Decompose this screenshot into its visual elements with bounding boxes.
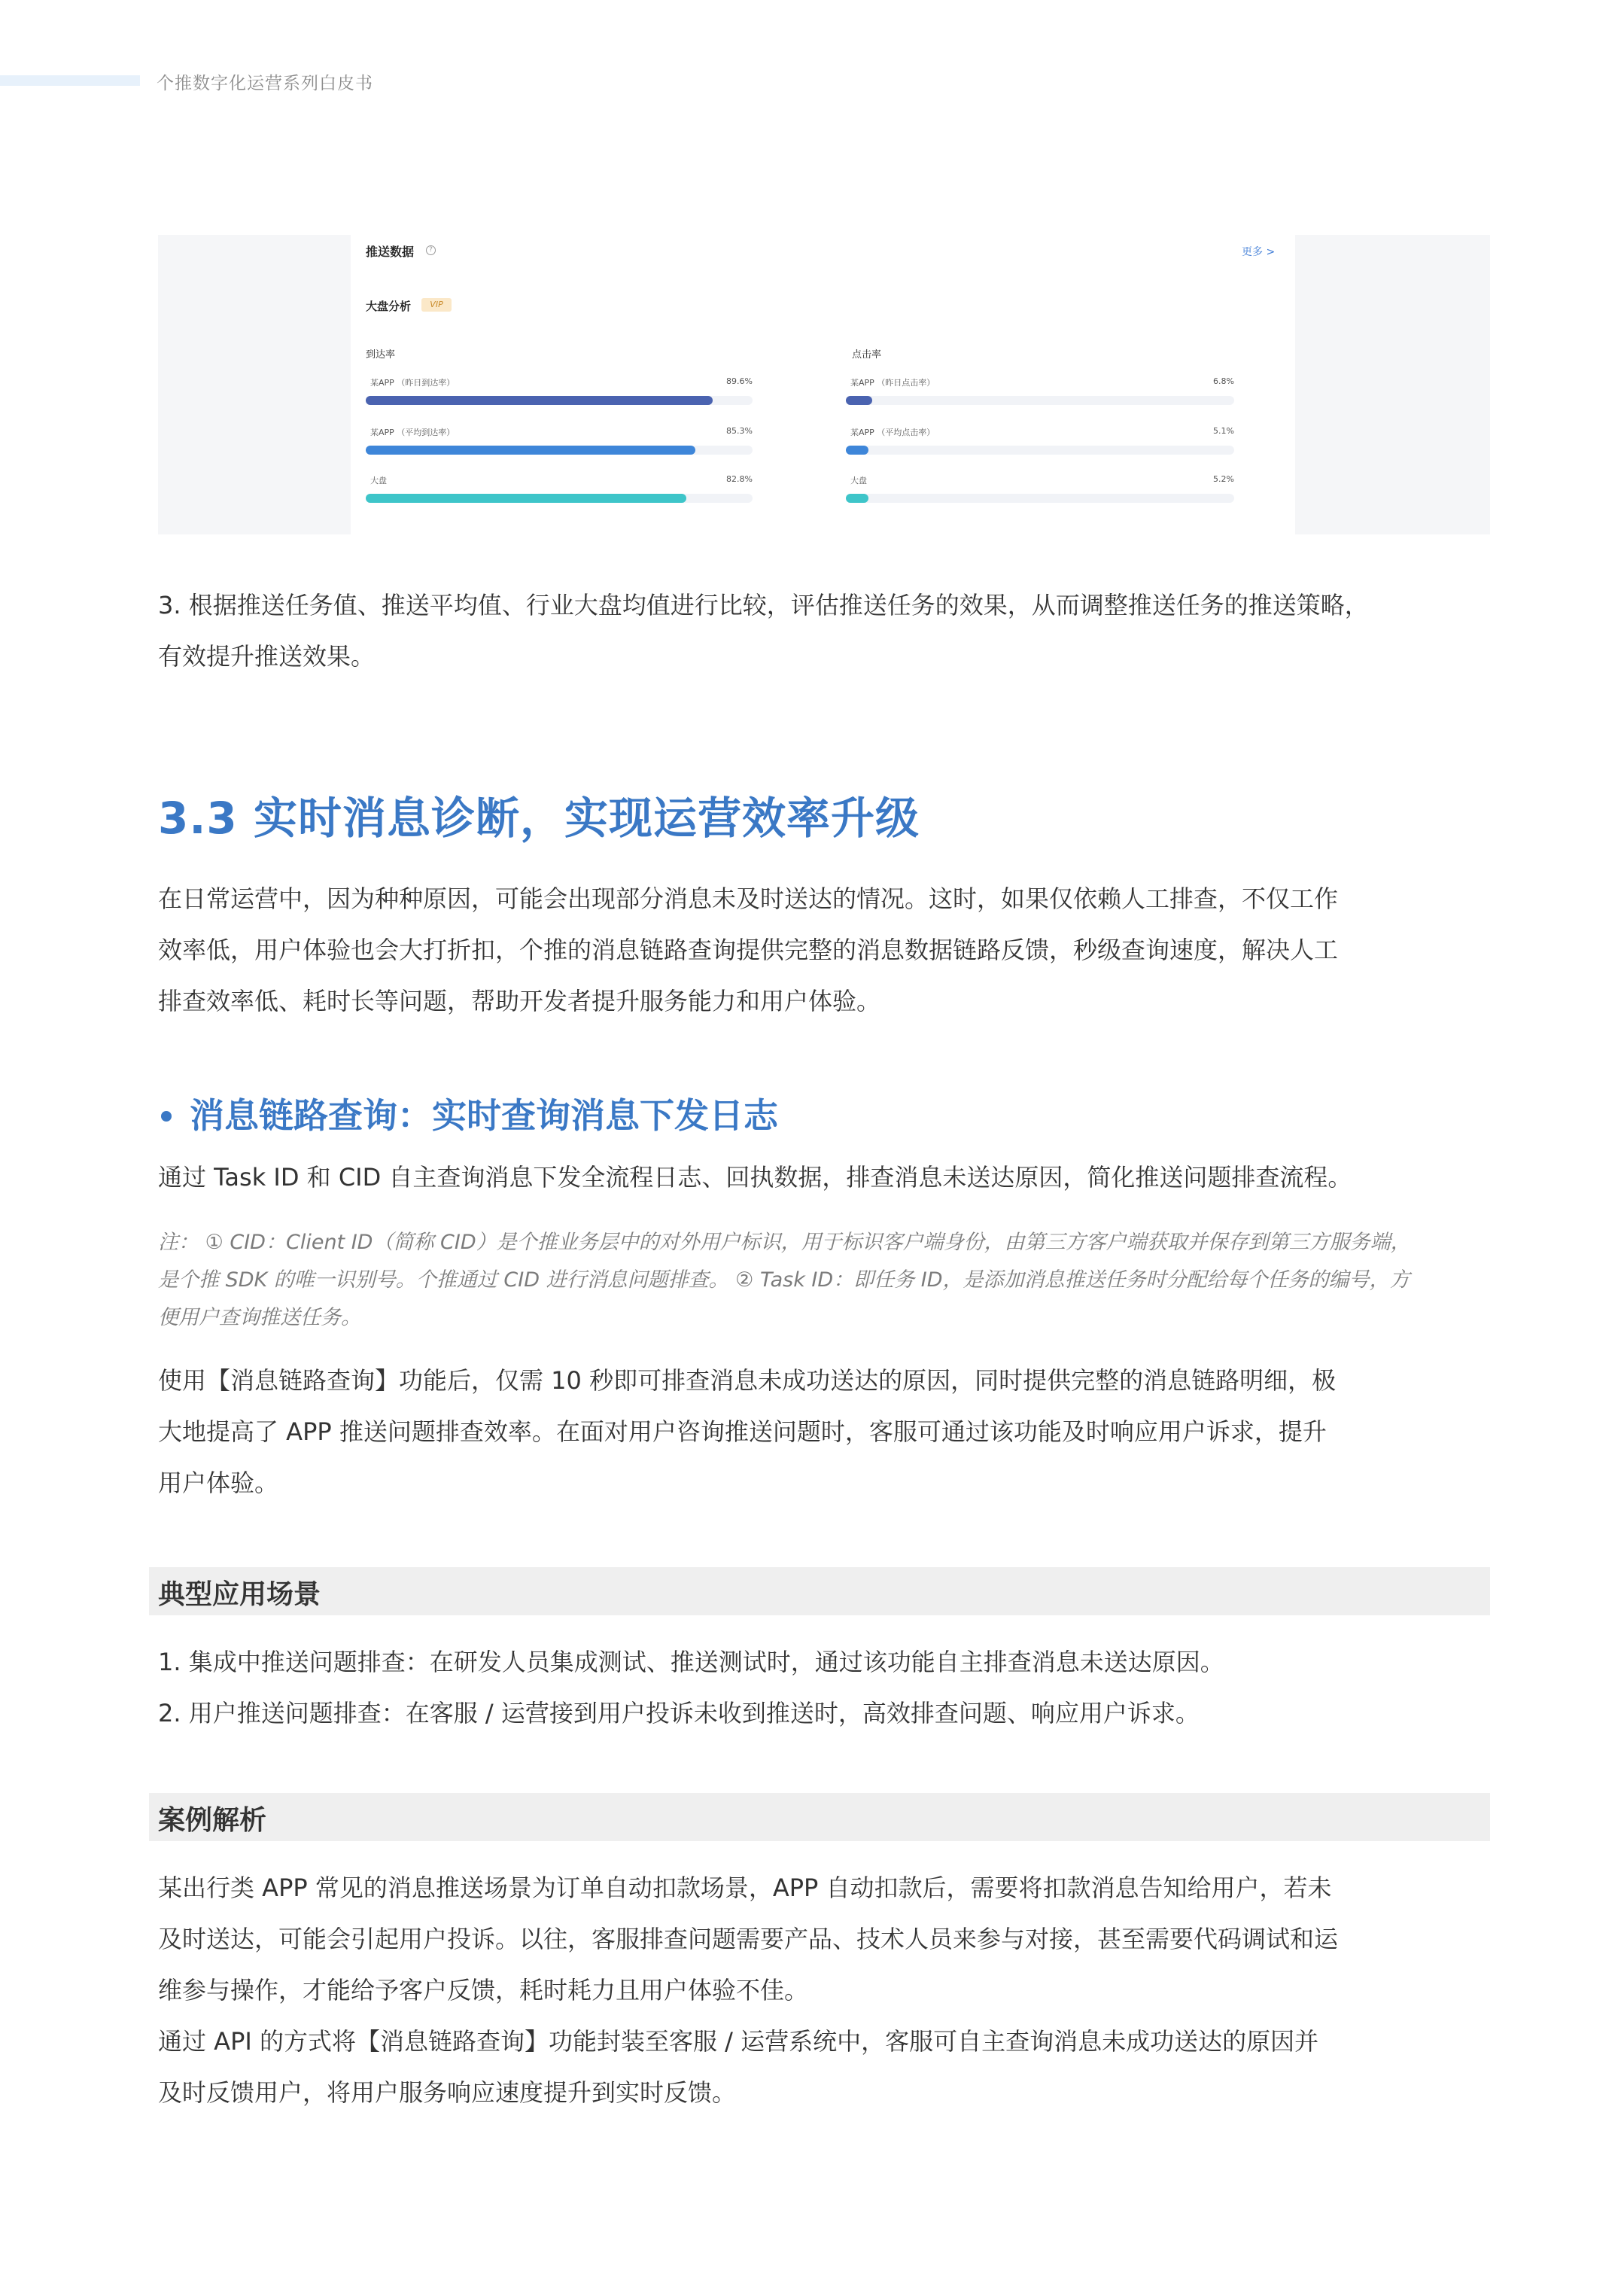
scenes-list (158, 1636, 1490, 1739)
click-progress-track (846, 494, 1234, 503)
arrival-progress-fill (366, 494, 686, 503)
usage-paragraph (158, 1355, 1490, 1508)
arrival-rate-title: 到达率 (366, 349, 396, 361)
arrival-row-label: 某APP （昨日到达率） (370, 378, 455, 388)
section-title: 3.3 实时消息诊断，实现运营效率升级 (158, 793, 920, 844)
case-line-1: 某出行类 APP 常见的消息推送场景为订单自动扣款场景，APP 自动扣款后，需要将扣款消息告知给用户，若未 (158, 1874, 1332, 1902)
vip-badge: VIP (421, 298, 452, 312)
intro-line-2: 效率低，用户体验也会大打折扣，个推的消息链路查询提供完整的消息数据链路反馈，秒级查询速度，解决人工 (158, 936, 1339, 964)
paragraph-3-line-1: 3. 根据推送任务值、推送平均值、行业大盘均值进行比较，评估推送任务的效果，从而调整推送任务的推送策略， (158, 591, 1369, 619)
click-progress-track (846, 446, 1234, 455)
question-circle-icon: ? (426, 245, 436, 255)
click-row-value: 5.2% (1213, 474, 1234, 484)
arrival-row-value: 89.6% (726, 376, 753, 386)
sub-intro-text: 通过 Task ID 和 CID 自主查询消息下发全流程日志、回执数据，排查消息未送达原因，简化推送问题排查流程。 (158, 1163, 1352, 1192)
click-progress-fill (846, 446, 868, 455)
click-progress-track (846, 396, 1234, 405)
click-row-value: 5.1% (1213, 426, 1234, 436)
click-row-label: 大盘 (850, 476, 867, 485)
usage-line-3: 用户体验。 (158, 1469, 279, 1497)
arrival-row-label: 某APP （平均到达率） (370, 428, 455, 437)
push-data-card (351, 235, 1295, 534)
arrival-row-value: 85.3% (726, 426, 753, 436)
intro-line-1: 在日常运营中，因为种种原因，可能会出现部分消息未及时送达的情况。这时，如果仅依赖人工排查，不仅工作 (158, 884, 1339, 913)
click-progress-fill (846, 396, 872, 405)
case-line-2: 及时送达，可能会引起用户投诉。以往，客服排查问题需要产品、技术人员来参与对接，甚至需要代码调试和运 (158, 1925, 1339, 1953)
note-line-2: 是个推 SDK 的唯一识别号。个推通过 CID 进行消息问题排查。 ② Task ID：即任务 ID，是添加消息推送任务时分配给每个任务的编号，方 (158, 1268, 1410, 1292)
arrival-progress-track (366, 494, 753, 503)
note-block (158, 1224, 1490, 1337)
scenes-title: 典型应用场景 (158, 1579, 321, 1610)
market-analysis-title: 大盘分析 (366, 300, 412, 313)
intro-line-3: 排查效率低、耗时长等问题，帮助开发者提升服务能力和用户体验。 (158, 987, 881, 1015)
case-line-3: 维参与操作，才能给予客户反馈，耗时耗力且用户体验不佳。 (158, 1976, 809, 2004)
arrival-progress-track (366, 446, 753, 455)
arrival-progress-track (366, 396, 753, 405)
usage-line-2: 大地提高了 APP 推送问题排查效率。在面对用户咨询推送问题时，客服可通过该功能及时响应用户诉求，提升 (158, 1417, 1327, 1446)
paragraph-3 (158, 580, 1490, 682)
note-line-1: 注： ① CID：Client ID（简称 CID）是个推业务层中的对外用户标识，用于标识客户端身份，由第三方客户端获取并保存到第三方服务端， (158, 1231, 1411, 1254)
arrival-row-label: 大盘 (370, 476, 387, 485)
click-row-value: 6.8% (1213, 376, 1234, 386)
case-paragraph (158, 1862, 1490, 2118)
running-header: 个推数字化运营系列白皮书 (157, 74, 373, 93)
case-title: 案例解析 (158, 1805, 267, 1836)
bullet-dot (161, 1111, 172, 1122)
more-link[interactable]: 更多 > (1242, 246, 1276, 258)
note-line-3: 便用户查询推送任务。 (158, 1306, 361, 1329)
case-line-4: 通过 API 的方式将【消息链路查询】功能封装至客服 / 运营系统中，客服可自主查询消息未成功送达的原因并 (158, 2027, 1319, 2056)
scene-item-1: 1. 集成中推送问题排查：在研发人员集成测试、推送测试时，通过该功能自主排查消息未送达原因。 (158, 1648, 1224, 1676)
intro-paragraph (158, 873, 1490, 1027)
case-line-5: 及时反馈用户，将用户服务响应速度提升到实时反馈。 (158, 2078, 737, 2107)
header-accent-bar (0, 75, 140, 86)
arrival-row-value: 82.8% (726, 474, 753, 484)
scene-item-2: 2. 用户推送问题排查：在客服 / 运营接到用户投诉未收到推送时，高效排查问题、响应用户诉求。 (158, 1699, 1200, 1727)
click-rate-title: 点击率 (852, 349, 882, 361)
paragraph-3-line-2: 有效提升推送效果。 (158, 642, 376, 671)
subsection-title: 消息链路查询：实时查询消息下发日志 (190, 1095, 778, 1136)
usage-line-1: 使用【消息链路查询】功能后，仅需 10 秒即可排查消息未成功送达的原因，同时提供完整的消息链路明细，极 (158, 1366, 1337, 1395)
card-title: 推送数据 (366, 245, 415, 259)
arrival-progress-fill (366, 446, 695, 455)
arrival-progress-fill (366, 396, 713, 405)
scenes-band (149, 1567, 1490, 1615)
click-progress-fill (846, 494, 868, 503)
case-band (149, 1793, 1490, 1841)
click-row-label: 某APP （昨日点击率） (850, 378, 935, 388)
click-row-label: 某APP （平均点击率） (850, 428, 935, 437)
sub-intro (158, 1152, 1490, 1203)
